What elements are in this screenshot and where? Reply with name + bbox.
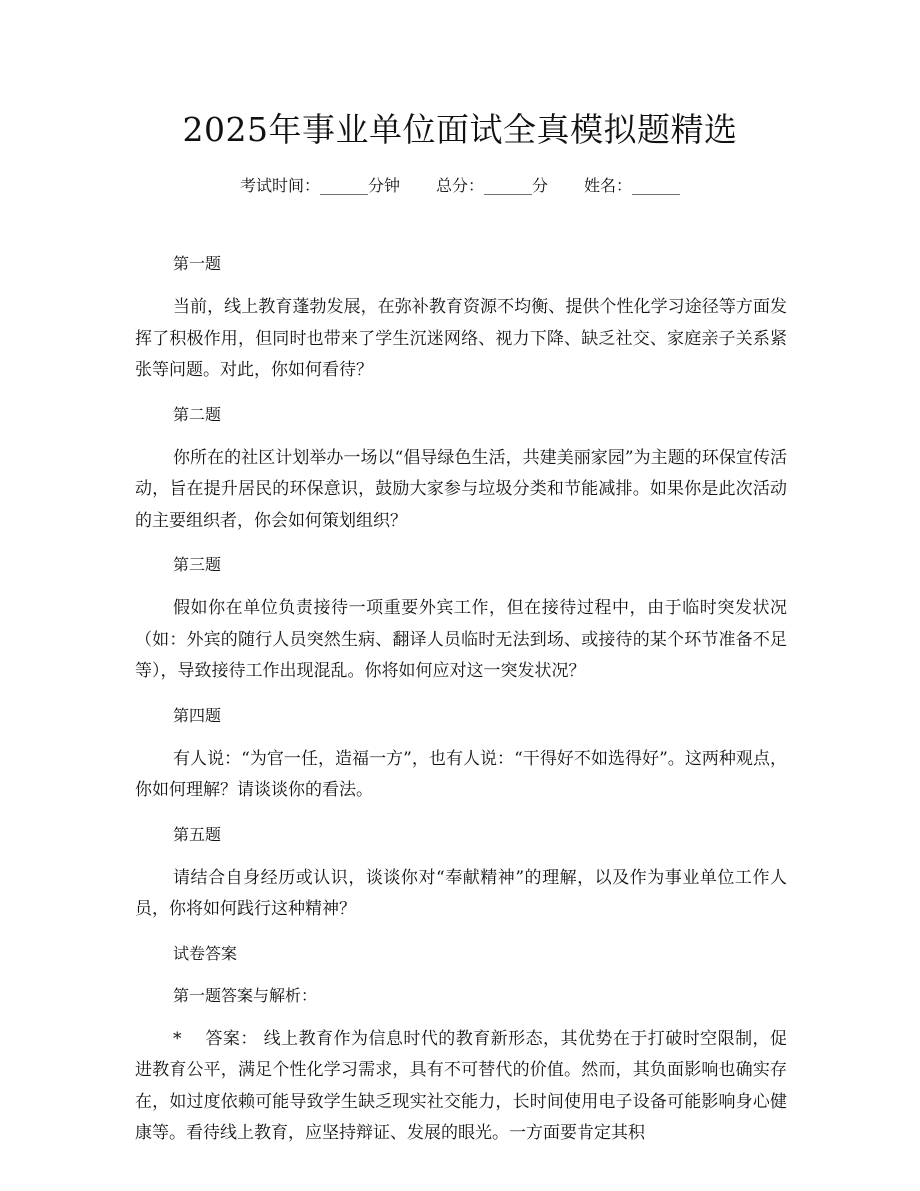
answer-1-body: 答案： 线上教育作为信息时代的教育新形态，其优势在于打破时空限制，促进教育公平，满足个性化学习需求，具有不可替代的价值。然而，其负面影响也确实存在，如过度依赖可能导致学生缺乏现实社交能力，长时间使用电子设备可能影响身心健康等。看待线上教育，应坚持辩证、发展的眼光。一方面要肯定其积 — [135, 1028, 787, 1143]
question-4-text: 有人说：“为官一任，造福一方”，也有人说：“干得好不如选得好”。这两种观点，你如何理解？请谈谈你的看法。 — [135, 748, 787, 800]
question-2-text: 你所在的社区计划举办一场以“倡导绿色生活，共建美丽家园”为主题的环保宣传活动，旨在提升居民的环保意识，鼓励大家参与垃圾分类和节能减排。如果你是此次活动的主要组织者，你会如何策划组织？ — [135, 447, 787, 531]
question-3-text: 假如你在单位负责接待一项重要外宾工作，但在接待过程中，由于临时突发状况（如：外宾的随行人员突然生病、翻译人员临时无法到场、或接待的某个环节准备不足等），导致接待工作出现混乱。你将如何应对这一突发状况？ — [135, 598, 787, 681]
answers-heading: 试卷答案 — [173, 943, 238, 963]
question-4-heading: 第四题 — [173, 705, 222, 725]
question-5-heading: 第五题 — [173, 824, 222, 844]
total-score-field: 总分：______分 — [435, 176, 548, 195]
question-1-heading: 第一题 — [173, 254, 222, 273]
document-body — [135, 250, 787, 1150]
exam-time-field: 考试时间：______分钟 — [239, 176, 400, 195]
name-field: 姓名：______ — [584, 176, 681, 195]
question-2-heading: 第二题 — [173, 404, 222, 424]
question-5-text: 请结合自身经历或认识，谈谈你对“奉献精神”的理解，以及作为事业单位工作人员，你将如何践行这种精神？ — [135, 867, 787, 919]
bullet-marker: * — [173, 1028, 182, 1049]
question-1-text: 当前，线上教育蓬勃发展，在弥补教育资源不均衡、提供个性化学习途径等方面发挥了积极作用，但同时也带来了学生沉迷网络、视力下降、缺乏社交、家庭亲子关系紧张等问题。对此，你如何看待？ — [135, 297, 787, 380]
answer-1-text — [135, 1024, 787, 1150]
question-3-heading: 第三题 — [173, 555, 222, 574]
page-title: 2025年事业单位面试全真模拟题精选 — [182, 110, 738, 149]
answer-1-heading: 第一题答案与解析： — [173, 985, 318, 1005]
exam-meta-line — [0, 173, 920, 199]
